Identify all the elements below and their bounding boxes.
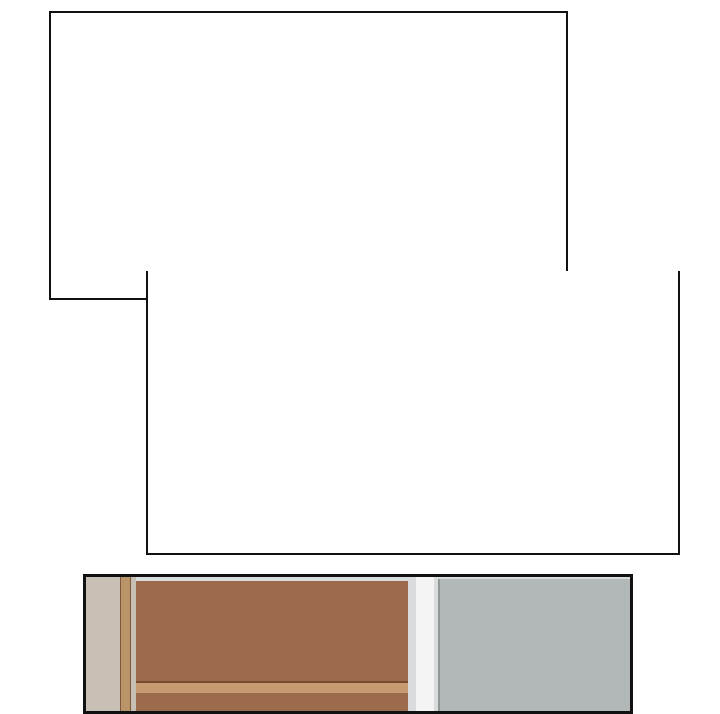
illustration-panel [83,574,633,714]
caption-box-2 [146,271,680,555]
shelf-post [120,577,131,714]
bookshelf [136,581,408,714]
shelf-board [136,681,408,693]
wall-divider [416,577,434,714]
caption-box-1 [49,11,568,300]
window [438,579,630,714]
